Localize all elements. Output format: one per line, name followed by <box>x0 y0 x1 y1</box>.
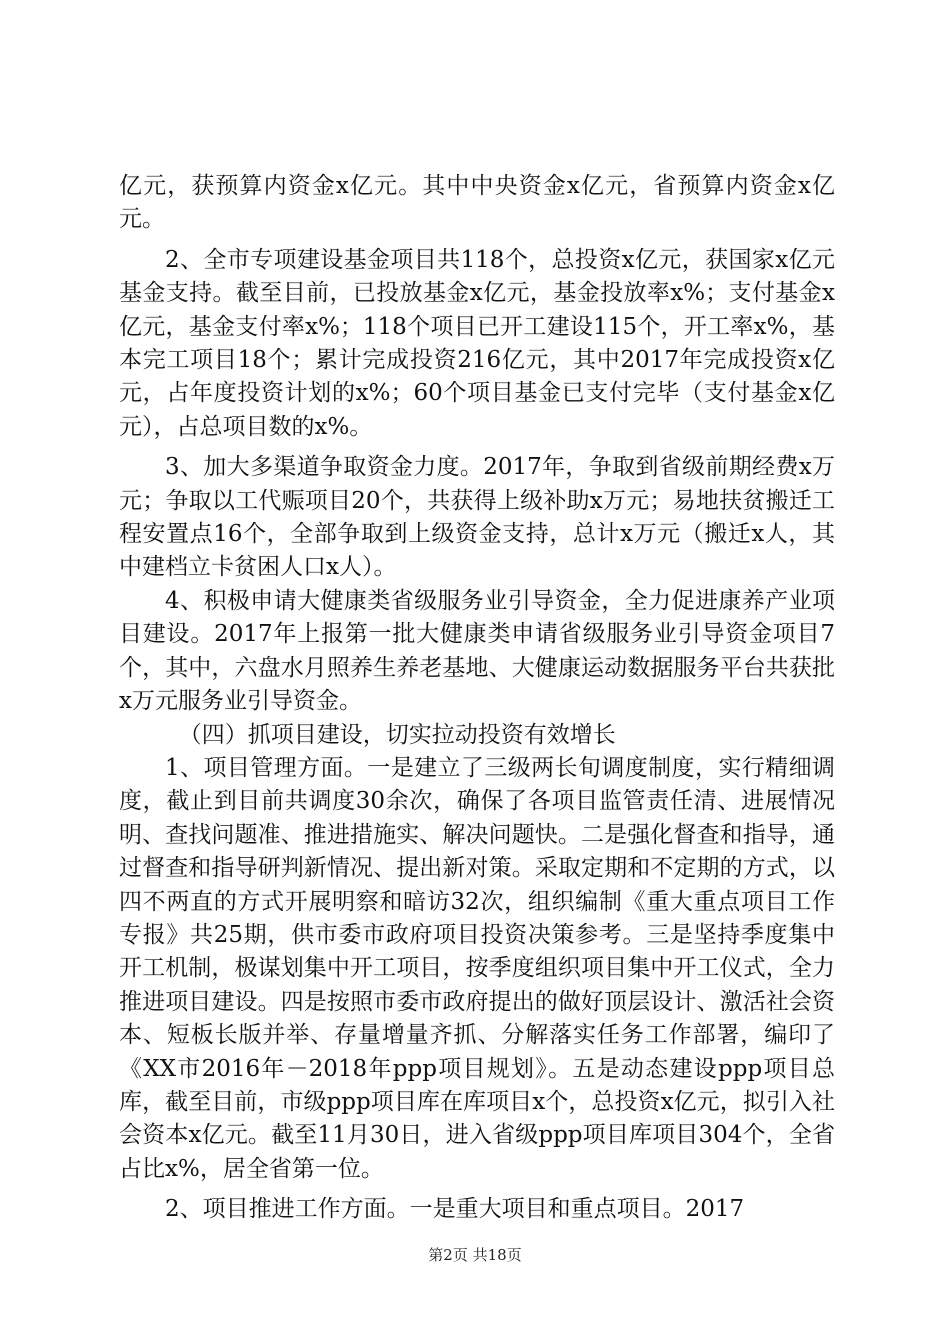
paragraph-project-promotion: 2、项目推进工作方面。一是重大项目和重点项目。2017 <box>165 1196 745 1223</box>
paragraph-health-industry: 4、积极申请大健康类省级服务业引导资金，全力促进康养产业项目建设。2017年上报第一批大健康类申请省级服务业引导资金项目7个，其中，六盘水月照养生养老基地、大健康运动数据服务平台共获批x万元服务业引导资金。 <box>119 587 835 715</box>
page-number-footer: 第2页 共18页 <box>428 1246 522 1264</box>
paragraph-project-management: 1、项目管理方面。一是建立了三级两长旬调度制度，实行精细调度，截止到目前共调度30余次，确保了各项目监管责任清、进展情况明、查找问题准、推进措施实、解决问题快。二是强化督查和指导，通过督查和指导研判新情况、提出新对策。采取定期和不定期的方式，以四不两直的方式开展明察和暗访32次，组织编制《重大重点项目工作专报》共25期，供市委市政府项目投资决策参考。三是坚持季度集中开工机制，极谋划集中开工项目，按季度组织项目集中开工仪式，全力推进项目建设。四是按照市委市政府提出的做好顶层设计、激活社会资本、短板长版并举、存量增量齐抓、分解落实任务工作部署，编印了《XX市2016年－2018年ppp项目规划》。五是动态建设ppp项目总库，截至目前，市级ppp项目库在库项目x个，总投资x亿元，拟引入社会资本x亿元。截至11月30日，进入省级ppp项目库项目304个，全省占比x%，居全省第一位。 <box>119 754 835 1182</box>
paragraph-continuation: 亿元，获预算内资金x亿元。其中中央资金x亿元，省预算内资金x亿元。 <box>119 173 835 233</box>
document-body <box>119 170 835 1227</box>
paragraph-special-fund: 2、全市专项建设基金项目共118个，总投资x亿元，获国家x亿元基金支持。截至目前，已投放基金x亿元，基金投放率x%；支付基金x亿元，基金支付率x%；118个项目已开工建设115个，开工率x%，基本完工项目18个；累计完成投资216亿元，其中2017年完成投资x亿元，占年度投资计划的x%；60个项目基金已支付完毕（支付基金x亿元），占总项目数的x%。 <box>119 246 835 440</box>
section-heading-project-construction: （四）抓项目建设，切实拉动投资有效增长 <box>178 721 616 748</box>
paragraph-multichannel-funding: 3、加大多渠道争取资金力度。2017年，争取到省级前期经费x万元；争取以工代赈项目20个，共获得上级补助x万元；易地扶贫搬迁工程安置点16个，全部争取到上级资金支持，总计x万元（搬迁x人，其中建档立卡贫困人口x人）。 <box>119 454 835 581</box>
